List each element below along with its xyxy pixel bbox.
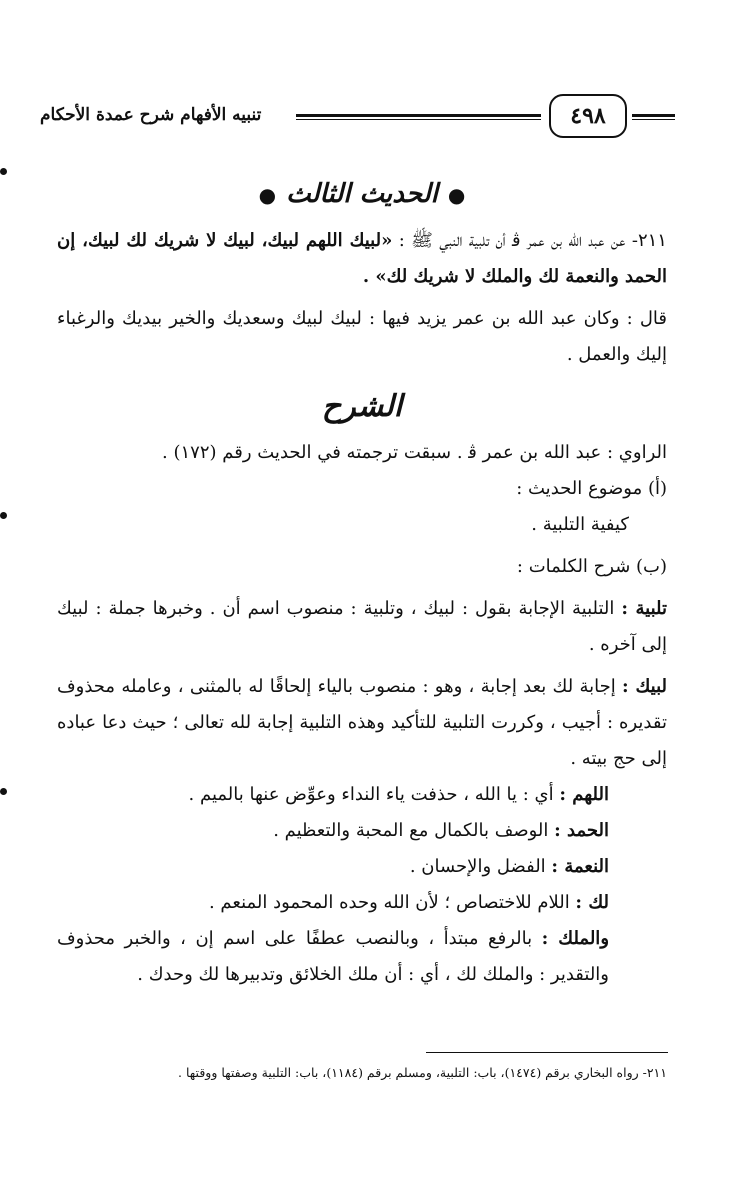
word-entry [57, 885, 667, 921]
header-rule-right [632, 114, 675, 120]
word-entry [57, 813, 667, 849]
hadith-addition: قال : وكان عبد الله بن عمر يزيد فيها : لبيك لبيك وسعديك والخير بيديك والرغباء إليك والعمل . [57, 308, 667, 365]
word-text: إجابة لك بعد إجابة ، وهو : منصوب بالياء إلحاقًا له بالمثنى ، وعامله محذوف تقديره : أجيب ، وكررت التلبية للتأكيد وهذه التلبية إجابة لله تعالى ؛ حيث دعا عباده إلى حج بيته . [57, 676, 667, 769]
page-header [40, 88, 675, 144]
hadith-heading-text: الحديث الثالث [286, 179, 438, 209]
topic-text: كيفية التلبية . [531, 514, 629, 535]
words-heading: (ب) شرح الكلمات : [516, 556, 667, 577]
footnote-rule [426, 1052, 668, 1053]
word-term: والملك : [541, 928, 610, 949]
word-entry [57, 849, 667, 885]
page-number: ٤٩٨ [549, 94, 627, 138]
hadith-heading [57, 170, 667, 219]
word-entry [57, 669, 667, 777]
word-entry [57, 777, 667, 813]
word-entry [57, 921, 667, 993]
word-text: اللام للاختصاص ؛ لأن الله وحده المحمود المنعم . [208, 892, 576, 913]
topic-heading: (أ) موضوع الحديث : [516, 478, 667, 499]
narrator-line: الراوي : عبد الله بن عمر ﭬ . سبقت ترجمته في الحديث رقم (١٧٢) . [162, 442, 667, 463]
footnote: ٢١١- رواه البخاري برقم (١٤٧٤)، باب: التلبية، ومسلم برقم (١١٨٤)، باب: التلبية وصفتها ووقتها . [178, 1065, 667, 1080]
margin-dot [0, 168, 7, 175]
header-rule-left [296, 114, 541, 120]
word-text: الفضل والإحسان . [409, 856, 552, 877]
hadith-lead: ٢١١- عن عبد الله بن عمر ﭬ أن تلبية النبي ﷺ : [398, 230, 667, 251]
word-term: لبيك : [622, 676, 667, 697]
hadith-text [57, 223, 667, 295]
word-text: أي : يا الله ، حذفت ياء النداء وعوِّض عنها بالميم . [188, 784, 560, 805]
bullet-icon: ● [447, 183, 466, 207]
word-term: تلبية : [621, 598, 667, 619]
hadith-talbiya: «لبيك اللهم لبيك، لبيك لا شريك لك لبيك، إن الحمد والنعمة لك والملك لا شريك لك» . [57, 230, 667, 287]
word-term: اللهم : [559, 784, 609, 805]
page-content [57, 170, 667, 993]
word-entry [57, 591, 667, 663]
word-term: النعمة : [551, 856, 609, 877]
sharh-title: الشرح [321, 389, 403, 424]
margin-dot [0, 512, 7, 519]
bullet-icon: ● [258, 183, 277, 207]
word-term: لك : [575, 892, 609, 913]
margin-dot [0, 788, 7, 795]
word-text: التلبية الإجابة بقول : لبيك ، وتلبية : منصوب اسم أن . وخبرها جملة : لبيك إلى آخره . [57, 598, 667, 655]
word-term: الحمد : [554, 820, 609, 841]
word-text: الوصف بالكمال مع المحبة والتعظيم . [273, 820, 555, 841]
word-text: بالرفع مبتدأ ، وبالنصب عطفًا على اسم إن ، والخبر محذوف والتقدير : والملك لك ، أي : أن ملك الخلائق وتدبيرها لك وحدك . [57, 928, 609, 985]
book-title: تنبيه الأفهام شرح عمدة الأحكام [40, 105, 262, 125]
